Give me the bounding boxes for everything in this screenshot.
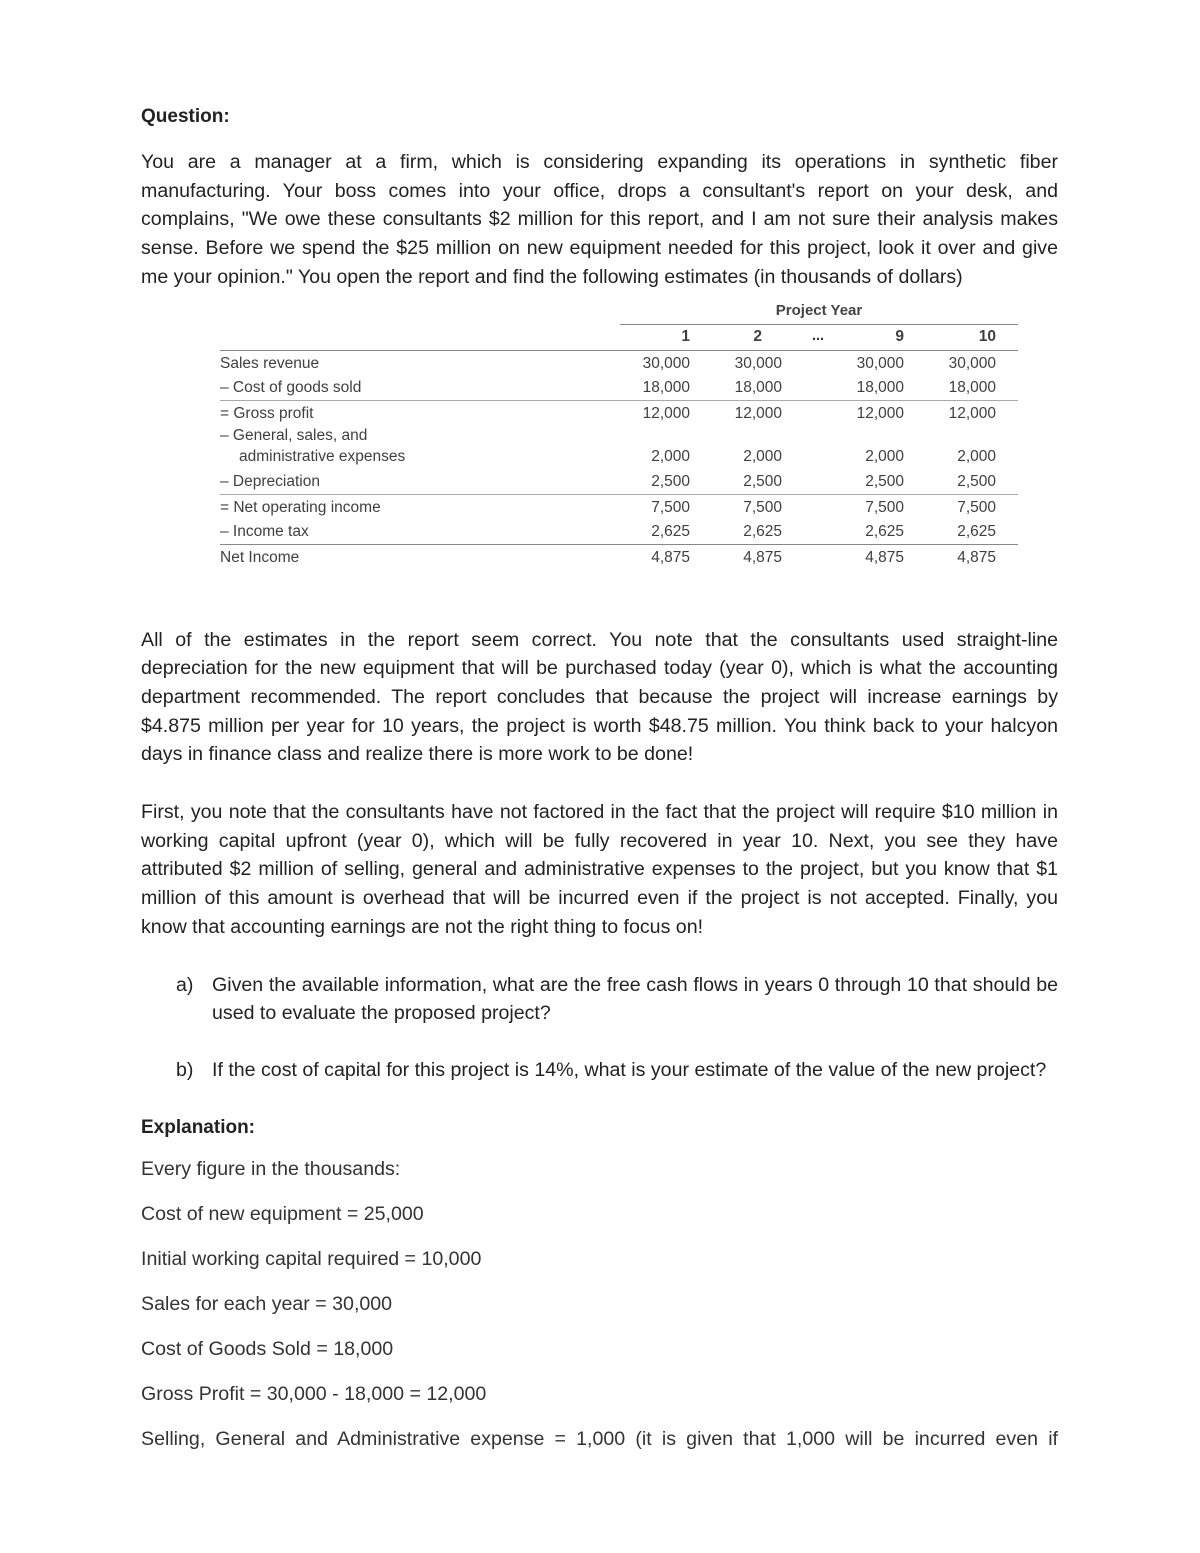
cell: 18,000: [734, 378, 782, 396]
row-label: – General, sales, and: [220, 426, 368, 444]
row-rule: [220, 494, 1018, 495]
cell: 7,500: [651, 498, 690, 516]
cell: 2,625: [865, 522, 904, 540]
row-label: – Depreciation: [220, 472, 320, 490]
cell: 2,500: [651, 472, 690, 490]
question-item: [176, 1056, 1058, 1085]
cell: 4,875: [743, 548, 782, 566]
cell: 2,000: [865, 447, 904, 465]
cell: 4,875: [957, 548, 996, 566]
cell: 2,500: [865, 472, 904, 490]
explanation-line: Cost of Goods Sold = 18,000: [141, 1337, 394, 1360]
cell: 30,000: [642, 354, 690, 372]
table-caption: Project Year: [775, 301, 863, 319]
row-label-continued: administrative expenses: [239, 447, 406, 465]
cell: 4,875: [865, 548, 904, 566]
cell: 18,000: [856, 378, 904, 396]
question-text: Given the available information, what are the free cash flows in years 0 through 10 that should be used to evaluate the proposed project?: [212, 973, 1058, 1025]
cell: 18,000: [642, 378, 690, 396]
cell: 12,000: [642, 404, 690, 422]
row-label: – Income tax: [220, 522, 309, 540]
col-header-9: 9: [895, 327, 904, 345]
explanation-line: Selling, General and Administrative expense = 1,000 (it is given that 1,000 will be incurred even if: [141, 1427, 1058, 1450]
explanation-line: Initial working capital required = 10,000: [141, 1247, 482, 1270]
cell: 2,500: [743, 472, 782, 490]
explanation-heading: Explanation:: [141, 1116, 256, 1138]
question-marker: a): [176, 973, 194, 996]
row-label: Net Income: [220, 548, 300, 566]
question-list: [176, 971, 1058, 1085]
row-rule: [220, 400, 1018, 401]
cell: 7,500: [743, 498, 782, 516]
cell: 30,000: [948, 354, 996, 372]
cell: 2,000: [957, 447, 996, 465]
cell: 2,625: [743, 522, 782, 540]
cell: 2,625: [651, 522, 690, 540]
row-label: Sales revenue: [220, 354, 320, 372]
row-label: – Cost of goods sold: [220, 378, 362, 396]
cell: 30,000: [734, 354, 782, 372]
col-header-10: 10: [978, 327, 996, 345]
cell: 7,500: [865, 498, 904, 516]
intro-paragraph: You are a manager at a firm, which is considering expanding its operations in synthetic fiber manufacturing. Your boss comes into your office, drops a consultant's report on your desk, and complains, "We owe these consultants $2 million for this report, and I am not sure their analysis makes sense. Before we spend the $25 million on new equipment needed for this project, look it over and give me your opinion." You open the report and find the following estimates (in thousands of dollars): [141, 151, 1058, 288]
question-text: If the cost of capital for this project is 14%, what is your estimate of the value of the new project?: [212, 1058, 1047, 1081]
cell: 2,625: [957, 522, 996, 540]
row-label: = Gross profit: [220, 404, 314, 422]
explanation-line: Cost of new equipment = 25,000: [141, 1202, 424, 1225]
explanation-line: Gross Profit = 30,000 - 18,000 = 12,000: [141, 1382, 487, 1405]
analysis-paragraph: All of the estimates in the report seem correct. You note that the consultants used straight-line depreciation for the new equipment that will be purchased today (year 0), which is what the accounting department recommended. The report concludes that because the project will increase earnings by $4.875 million per year for 10 years, the project is worth $48.75 million. You think back to your halcyon days in finance class and realize there is more work to be done!: [141, 628, 1058, 766]
header-rule: [220, 350, 1018, 351]
explanation-line: Every figure in the thousands:: [141, 1157, 401, 1180]
cell: 2,500: [957, 472, 996, 490]
cell: 12,000: [948, 404, 996, 422]
cell: 30,000: [856, 354, 904, 372]
question-heading: Question:: [141, 106, 230, 127]
cell: 4,875: [651, 548, 690, 566]
adjustments-paragraph: First, you note that the consultants have not factored in the fact that the project will require $10 million in working capital upfront (year 0), which will be fully recovered in year 10. Next, you see they have attributed $2 million of selling, general and administrative expenses to the project, but you know that $1 million of this amount is overhead that will be incurred even if the project is not accepted. Finally, you know that accounting earnings are not the right thing to focus on!: [141, 801, 1058, 938]
col-header-ellipsis: ...: [812, 327, 825, 344]
col-header-2: 2: [753, 327, 762, 345]
cell: 12,000: [856, 404, 904, 422]
cell: 2,000: [743, 447, 782, 465]
col-header-1: 1: [681, 327, 690, 345]
row-label: = Net operating income: [220, 498, 381, 516]
question-item: [176, 971, 1058, 1028]
cell: 12,000: [734, 404, 782, 422]
document-page: [141, 100, 1058, 1453]
caption-rule: [620, 324, 1018, 325]
explanation-line: Sales for each year = 30,000: [141, 1292, 393, 1315]
question-marker: b): [176, 1058, 194, 1081]
cell: 7,500: [957, 498, 996, 516]
cell: 18,000: [948, 378, 996, 396]
cell: 2,000: [651, 447, 690, 465]
consultant-report-table-region: [141, 302, 1058, 592]
total-rule: [220, 544, 1018, 545]
